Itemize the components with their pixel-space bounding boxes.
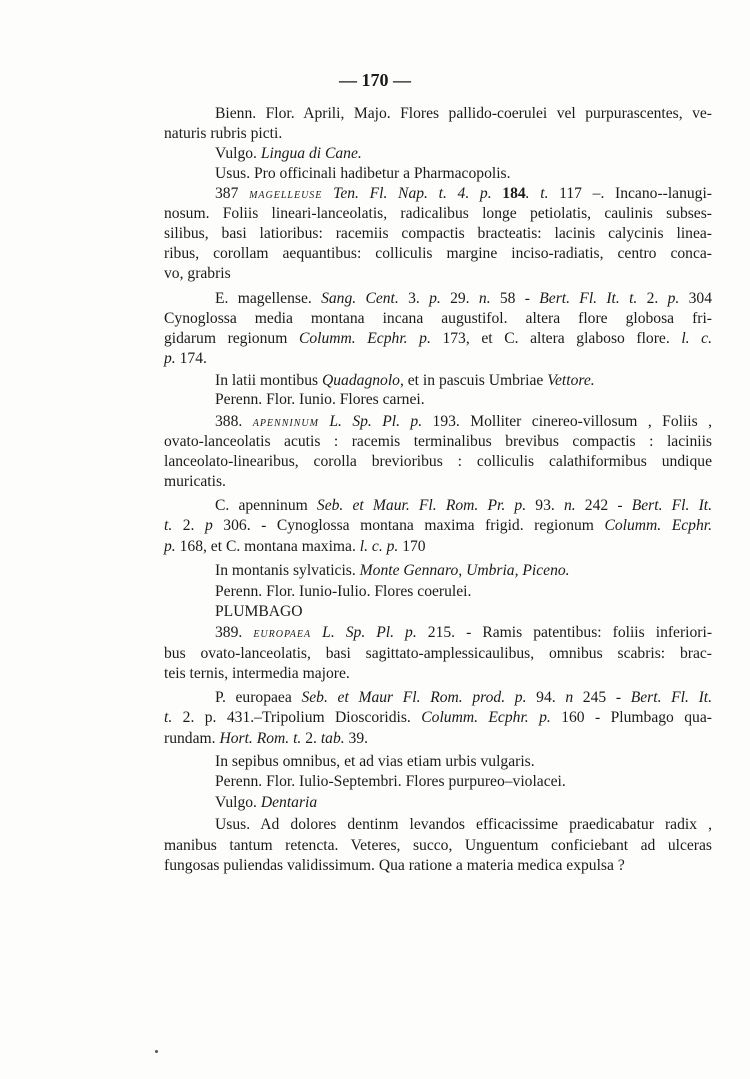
italic-reference: Seb. et Maur Fl. Rom. prod. p. [301,689,527,706]
scan-speck [155,1050,158,1053]
text-line [215,390,712,410]
text-run: ovato-lanceolatis acutis : racemis terminalibus brevibus compactis : laciniis [164,433,712,450]
text-run: 304 [679,290,712,307]
text-line [215,184,712,204]
text-line [164,349,712,369]
text-line [215,582,712,602]
text-run: nosum. Foliis lineari-lanceolatis, radicalibus longe petiolatis, caulinis subses- [164,205,712,222]
italic-reference: Quadagnolo [322,372,400,389]
text-run: teis ternis, intermedia majore. [164,665,350,682]
text-run: 93. [526,497,564,514]
text-run: 29. [440,290,479,307]
italic-reference: Hort. Rom. t. [219,730,302,747]
text-run: naturis rubris picti. [164,125,283,142]
italic-reference: p. [429,290,441,307]
italic-reference: Lingua di Cane. [260,145,362,162]
italic-reference: Seb. et Maur. Fl. Rom. Pr. p. [316,497,527,514]
italic-reference: n [565,689,574,706]
text-run: ribus, corollam aequantibus: colliculis margine inciso-radiatis, centro conca- [164,245,712,262]
italic-reference: t. [164,517,173,534]
text-run: 388. [215,413,253,430]
text-run: 174. [175,350,207,367]
text-run: , et in pascuis Umbriae [399,372,548,389]
italic-reference: L. Sp. Pl. p. [318,413,423,430]
text-run: 2. [637,290,668,307]
italic-reference: Bert. Fl. It. [630,689,712,706]
italic-reference: p. [164,538,176,555]
text-run: Perenn. Flor. Iulio-Septembri. Flores purpureo–violacei. [215,773,566,790]
text-run: bus ovato-lanceolatis, basi sagittato-amplessicaulibus, omnibus scabris: brac- [164,645,712,662]
italic-reference: n. [563,497,576,514]
text-line [215,688,712,708]
text-line [215,104,712,124]
text-run: 193. Molliter cinereo-villosum , Foliis , [422,413,712,430]
text-run: 2. [172,517,205,534]
italic-reference: Monte Gennaro, Umbria, Piceno. [359,562,570,579]
text-run: 94. [526,689,566,706]
text-run: 170 [398,538,426,555]
text-run: 389. [215,624,254,641]
species-name: EUROPAEA [253,629,312,640]
text-run: Bienn. Flor. Aprili, Majo. Flores pallido-coerulei vel purpurascentes, ve- [215,105,712,122]
text-run: Perenn. Flor. Iunio. Flores carnei. [215,391,425,408]
text-line [215,371,712,391]
text-run: fungosas puliendas validissimum. Qua ratione a materia medica expulsa ? [164,857,625,874]
text-line [215,602,712,622]
text-line [215,793,712,813]
text-line [164,729,712,749]
italic-reference: . t. [525,185,560,202]
text-line [164,836,712,856]
text-line [164,664,712,684]
italic-reference: tab. [320,730,345,747]
text-run: 168, et C. montana maxima. [175,538,360,555]
italic-reference: Ten. Fl. Nap. t. 4. p. [322,185,503,202]
italic-reference: l. c. p. [359,538,399,555]
italic-reference: l. c. [681,330,712,347]
text-line [164,244,712,264]
text-line [164,309,712,329]
text-run: rundam. [164,730,220,747]
text-line [164,264,712,284]
text-run: muricatis. [164,473,226,490]
text-run: Vulgo. [215,794,261,811]
text-run: 58 - [490,290,540,307]
text-line [215,144,712,164]
text-line [215,815,712,835]
text-run: P. europaea [215,689,302,706]
italic-reference: n. [478,290,491,307]
italic-reference: p. [164,350,176,367]
text-run: 2. p. 431.–Tripolium Dioscoridis. [172,709,422,726]
text-line [164,124,712,144]
text-run: 173, et C. altera glaboso flore. [430,330,682,347]
species-name: MAGELLEUSE [249,190,323,201]
text-run: C. apenninum [215,497,317,514]
italic-reference: p [204,517,213,534]
text-line [215,496,712,516]
text-run: Vulgo. [215,145,261,162]
italic-reference: p. [667,290,680,307]
text-line [215,289,712,309]
italic-reference: t. [164,709,173,726]
text-run: 160 - Plumbago qua- [550,709,712,726]
text-run: Usus. Ad dolores dentinm levandos efficacissime praedicabatur radix , [215,816,712,833]
italic-reference: Sang. Cent. [321,290,399,307]
text-line [215,164,712,184]
text-run: Perenn. Flor. Iunio-Iulio. Flores coerulei. [215,583,472,600]
text-line [164,329,712,349]
text-line [215,412,712,432]
text-run: In latii montibus [215,372,322,389]
text-line [215,772,712,792]
text-line [164,472,712,492]
text-run: 306. - Cynoglossa montana maxima frigid. regionum [212,517,605,534]
italic-reference: Dentaria [260,794,318,811]
text-run: 184 [502,185,526,202]
text-run: 39. [344,730,369,747]
text-run: 2. [301,730,321,747]
text-line [215,623,712,643]
text-run: In sepibus omnibus, et ad vias etiam urbis vulgaris. [215,753,535,770]
text-run: 3. [398,290,430,307]
species-name: APENNINUM [252,418,319,429]
text-run: PLUMBAGO [215,603,303,620]
italic-reference: L. Sp. Pl. p. [311,624,417,641]
text-line [164,708,712,728]
italic-reference: Bert. Fl. It. [631,497,712,514]
text-run: In montanis sylvaticis. [215,562,360,579]
text-run: manibus tantum retencta. Veteres, succo, Unguentum conficiebant ad ulceras [164,837,712,854]
text-line [164,432,712,452]
text-run: silibus, basi latioribus: racemiis compactis bracteatis: lacinis calycinis linea- [164,225,712,242]
text-run: lanceolato-linearibus, corolla brevioribus : colliculis calathiformibus undique [164,453,712,470]
text-line [164,224,712,244]
text-run: 242 - [575,497,632,514]
text-run: 215. - Ramis patentibus: foliis inferiori- [416,624,712,641]
text-run: Cynoglossa media montana incana augustifol. altera flore globosa fri- [164,310,712,327]
text-line [164,856,712,876]
page-number: — 170 — [339,70,411,90]
italic-reference: Vettore. [547,372,595,389]
text-line [164,204,712,224]
text-line [164,516,712,536]
text-run: E. magellense. [215,290,322,307]
italic-reference: Columm. Ecphr. p. [298,330,431,347]
text-run: 387 [215,185,250,202]
italic-reference: Columm. Ecphr. [604,517,712,534]
text-run: gidarum regionum [164,330,299,347]
text-run: vo, grabris [164,265,231,282]
italic-reference: Columm. Ecphr. p. [421,709,551,726]
text-line [215,752,712,772]
text-line [164,644,712,664]
italic-reference: Bert. Fl. It. t. [539,290,638,307]
text-line [215,561,712,581]
text-line [164,452,712,472]
text-line [164,537,712,557]
text-run: Usus. Pro officinali hadibetur a Pharmacopolis. [215,165,511,182]
text-run: 117 –. Incano--lanugi- [559,185,712,202]
text-run: 245 - [573,689,631,706]
